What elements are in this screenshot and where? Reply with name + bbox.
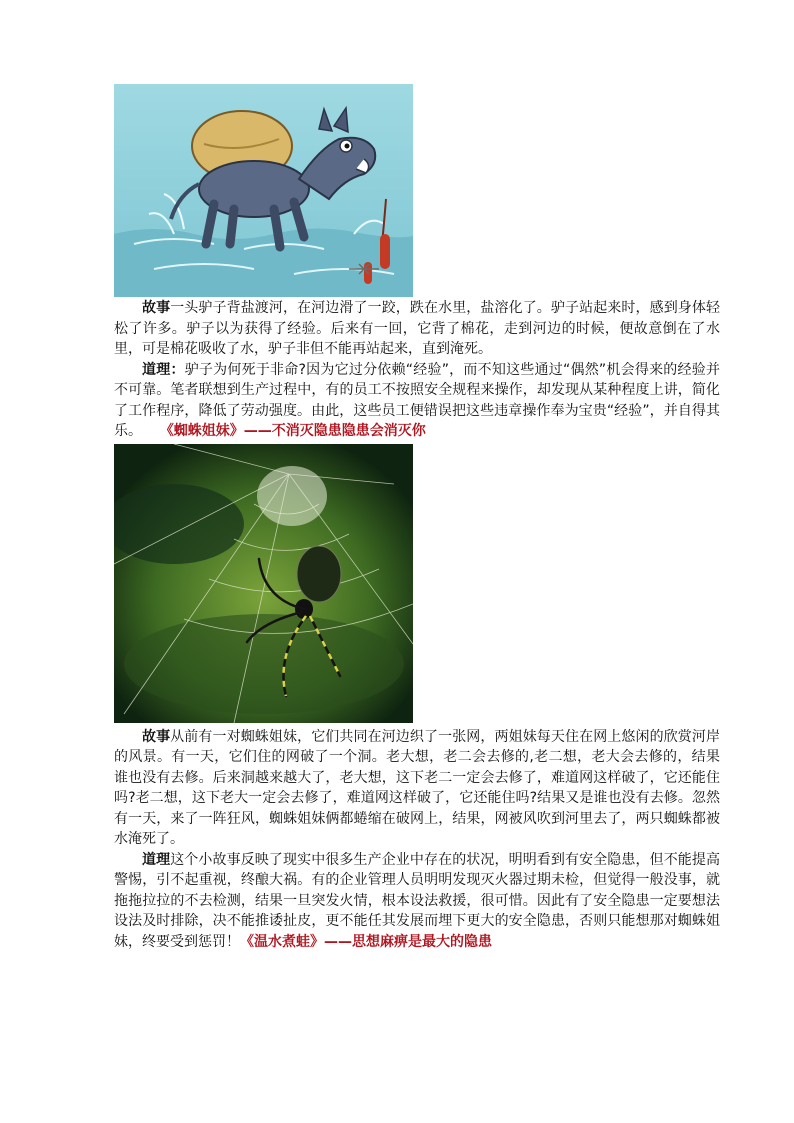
story2-label: 故事 (142, 728, 171, 745)
story2-paragraph (114, 727, 720, 850)
moral2-text: 这个小故事反映了现实中很多生产企业中存在的状况，明明看到有安全隐患，但不能提高警惕，引不起重视，终酿大祸。有的企业管理人员明明发现灭火器过期未检，但觉得一般没事，就拖拖拉拉的不去检测，结果一旦突发火情，根本设法救援，很可惜。因此有了安全隐患一定要想法设法及时排除，决不能推诿扯皮，更不能任其发展而埋下更大的安全隐患，否则只能想那对蜘蛛姐妹，终要受到惩罚！ (114, 851, 721, 950)
story1-paragraph (114, 298, 720, 360)
spider-story-title: 《蜘蛛姐妹》——不消灭隐患隐患会消灭你 (159, 423, 426, 439)
moral1-label: 道理： (142, 361, 185, 378)
moral1-text: 驴子为何死于非命?因为它过分依赖“经验”，而不知这些通过“偶然”机会得来的经验并不可靠。笔者联想到生产过程中，有的员工不按照安全规程来操作，却发现从某种程度上讲，简化了工作程序，降低了劳动强度。由此，这些员工便错误把这些违章操作奉为宝贵“经验”，并自得其乐。 (114, 361, 720, 439)
frog-story-title: 《温水煮蛙》——思想麻痹是最大的隐患 (240, 933, 492, 950)
story1-label: 故事 (142, 300, 171, 316)
document-page (114, 84, 720, 952)
story2-text: 从前有一对蜘蛛姐妹，它们共同在河边织了一张网，两姐妹每天住在网上悠闲的欣赏河岸的风景。有一天，它们住的网破了一个洞。老大想，老二会去修的,老二想，老大会去修的，结果谁也没有去修。后来洞越来越大了，老大想，这下老二一定会去修了，难道网这样破了，它还能住吗?老二想，这下老大一定会去修了，难道网这样破了，它还能住吗?结果又是谁也没有去修。忽然有一天，来了一阵狂风，蜘蛛姐妹俩都蜷缩在破网上，结果，网被风吹到河里去了，两只蜘蛛都被水淹死了。 (114, 728, 721, 847)
moral1-paragraph (114, 360, 720, 442)
story1-text: 一头驴子背盐渡河，在河边滑了一跤，跌在水里，盐溶化了。驴子站起来时，感到身体轻松了许多。驴子以为获得了经验。后来有一回，它背了棉花，走到河边的时候，便故意倒在了水里，可是棉花吸收了水，驴子非但不能再站起来，直到淹死。 (114, 300, 721, 357)
spider-illustration (114, 444, 413, 723)
moral2-label: 道理 (142, 851, 171, 868)
donkey-illustration (114, 84, 413, 297)
moral2-paragraph (114, 850, 720, 953)
